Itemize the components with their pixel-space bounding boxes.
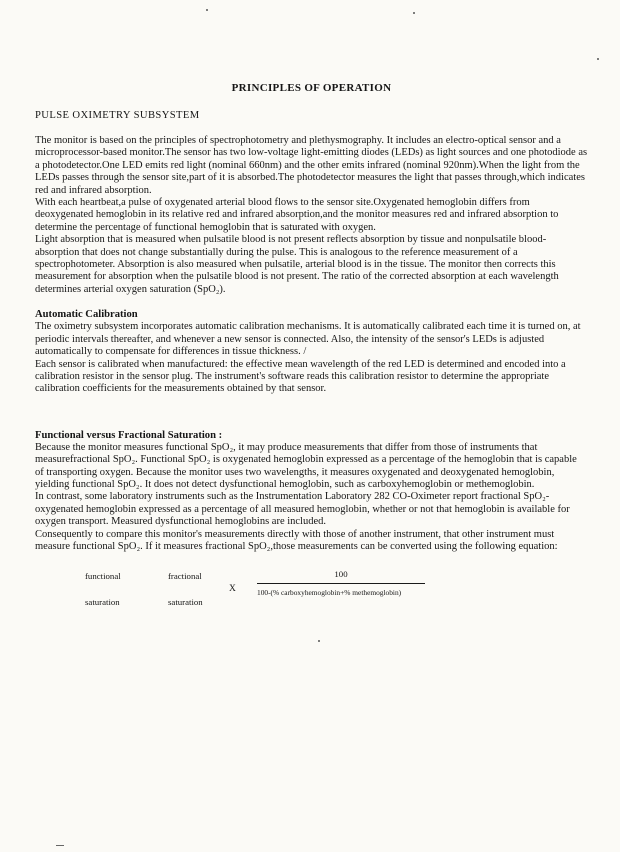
equation-rhs-term — [168, 571, 203, 607]
equation-rhs-top: fractional — [168, 571, 202, 582]
scan-dash — [56, 845, 64, 846]
section-heading-functional-vs-fractional: Functional versus Fractional Saturation : — [35, 429, 223, 441]
conversion-equation — [35, 569, 588, 621]
scan-speck — [318, 640, 320, 642]
paragraph-fractional-spo2: In contrast, some laboratory instruments such as the Instrumentation Laboratory 282 CO-Oximeter report fractional SpO₂-oxygenated hemoglobin expressed as a percentage of all measured hemoglobin, whether or not that hemoglobin is available for oxygen transport. Measured dysfunctional hemoglobins are included. — [35, 491, 570, 528]
document-content — [35, 82, 588, 621]
scan-speck — [206, 9, 208, 11]
scan-speck — [413, 12, 415, 14]
spacer — [35, 296, 588, 309]
equation-lhs — [85, 571, 121, 607]
spacer — [35, 396, 588, 430]
paragraph-light-absorption: Light absorption that is measured when pulsatile blood is not present reflects absorption by tissue and nonpulsatile blood-absorption that does not change substantially during the pulse. This is analogous to the reference measurement of a spectrophotometer. Absorption is also measured when pulsatile, arterial blood is in the tissue. The monitor then corrects this measurement for absorption when the pulsatile blood is not present. The ratio of the corrected absorption at each wavelength determines arterial oxygen saturation (SpO₂). — [35, 234, 559, 295]
paragraph-sensor-calibration: Each sensor is calibrated when manufactured: the effective mean wavelength of the red LED is determined and encoded into a calibration resistor in the sensor plug. The instrument's software reads this calibration resistor to determine the appropriate calibration coefficients for the measurements obtained by that sensor. — [35, 358, 566, 395]
paragraph-conversion-note: Consequently to compare this monitor's measurements directly with those of another instrument, that other instrument must measure functional SpO₂. If it measures fractional SpO₂,those measurements can be converted using the following equation: — [35, 528, 558, 552]
equation-multiply-operator: X — [229, 584, 236, 595]
section-heading-automatic-calibration: Automatic Calibration — [35, 309, 138, 321]
equation-rhs-bottom: saturation — [168, 597, 203, 608]
equation-denominator: 100-(% carboxyhemoglobin+% methemoglobin) — [257, 588, 402, 598]
equation-fraction — [257, 569, 425, 597]
page-title: PRINCIPLES OF OPERATION — [231, 82, 392, 94]
paragraph-sensor-principles: The monitor is based on the principles of spectrophotometry and plethysmography. It includes an electro-optical sensor and a microprocessor-based monitor.The sensor has two low-voltage light-emitting diodes (LEDs) as light sources and one photodiode as a photodetector.One LED emits red light (nominal 660nm) and the other emits infrared (nominal 920nm).When the light from the LEDs passes through the sensor site,part of it is absorbed.The photodetector measures the light that passes through,which indicates red and infrared absorption. — [35, 135, 588, 196]
equation-lhs-bottom: saturation — [85, 597, 120, 608]
section-heading-pulse-oximetry-subsystem: PULSE OXIMETRY SUBSYSTEM — [35, 110, 200, 121]
equation-numerator: 100 — [334, 569, 348, 580]
equation-lhs-top: functional — [85, 571, 121, 582]
paragraph-functional-spo2: Because the monitor measures functional SpO₂, it may produce measurements that differ from those of instruments that measurefractional SpO₂. Functional SpO₂ is oxygenated hemoglobin expressed as a percentage of the hemoglobin that is capable of transporting oxygen. Because the monitor uses two wavelengths, it measures oxygenated and deoxygenated hemoglobin, yielding functional SpO₂. It does not detect dysfunctional hemoglobin, such as carboxyhemoglobin or methemoglobin. — [35, 441, 577, 490]
scan-speck — [597, 58, 599, 60]
paragraph-auto-calibration: The oximetry subsystem incorporates automatic calibration mechanisms. It is automatically calibrated each time it is turned on, at periodic intervals thereafter, and whenever a new sensor is connected. Also, the intensity of the sensor's LEDs is adjusted automatically to compensate for differences in tissue thickness. / — [35, 321, 581, 358]
paragraph-heartbeat-pulse: With each heartbeat,a pulse of oxygenated arterial blood flows to the sensor site.Oxygenated hemoglobin differs from deoxygenated hemoglobin in its relative red and infrared absorption,and the monitor measures red and infrared absorption to determine the percentage of functional hemoglobin that is saturated with oxygen. — [35, 197, 559, 233]
